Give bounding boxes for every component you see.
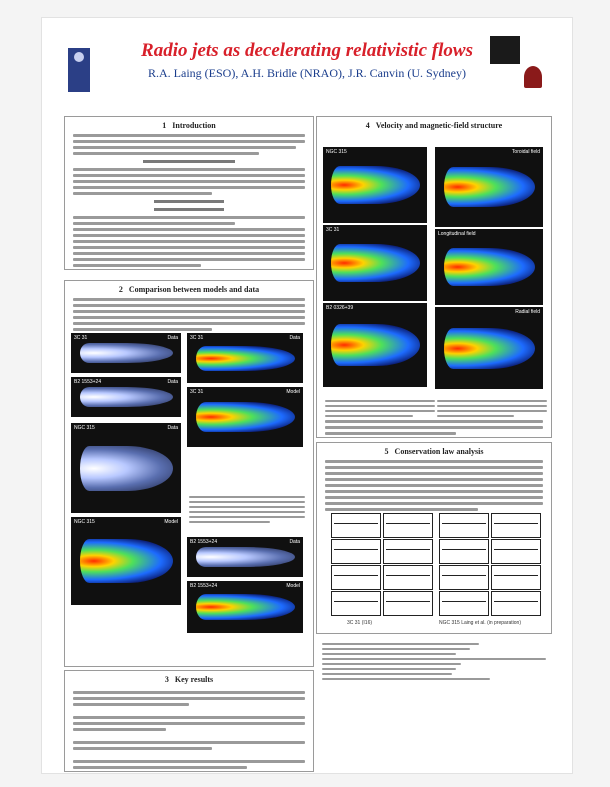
- conservation-left-caption: 3C 31 (I16): [347, 620, 373, 626]
- field-image: [435, 307, 543, 389]
- velocity-image: [323, 147, 427, 223]
- poster: [42, 18, 572, 773]
- section-number: 2: [118, 285, 123, 294]
- conservation-right-caption: NGC 315 Laing et al. (in preparation): [439, 620, 521, 626]
- image-source-label: NGC 315: [74, 425, 95, 431]
- field-image: [435, 147, 543, 227]
- comparison-image: [187, 537, 303, 577]
- equation: [143, 160, 236, 163]
- section-title: Key results: [174, 675, 214, 684]
- velocity-image: [323, 225, 427, 301]
- image-source-label: 3C 31: [74, 335, 88, 341]
- poster-header: [42, 18, 572, 98]
- references: [322, 640, 546, 683]
- section-text: [325, 417, 543, 438]
- comparison-image: [71, 377, 181, 417]
- field-label: Longitudinal field: [438, 231, 476, 237]
- image-kind-label: Data: [167, 379, 178, 385]
- equation: [154, 200, 224, 203]
- image-source-label: 3C 31: [190, 389, 204, 395]
- image-source-label: B2 0326+39: [326, 305, 354, 311]
- velocity-image: [323, 303, 427, 387]
- section-title: Introduction: [172, 121, 216, 130]
- image-source-label: NGC 315: [326, 149, 347, 155]
- key-results-list: [73, 688, 305, 772]
- comparison-image: [71, 333, 181, 373]
- equation: [154, 208, 224, 211]
- image-source-label: 3C 31: [326, 227, 340, 233]
- conservation-plots-ngc315: [439, 513, 541, 617]
- conservation-text: [325, 460, 543, 511]
- nrao-logo: [490, 36, 520, 64]
- poster-title: Radio jets as decelerating relativistic flows: [141, 40, 473, 61]
- section-introduction: [64, 116, 314, 270]
- section-title: Comparison between models and data: [128, 285, 260, 294]
- conservation-plots-3c31: [331, 513, 433, 617]
- image-kind-label: Data: [167, 335, 178, 341]
- image-source-label: B2 1553+24: [74, 379, 102, 385]
- figure-caption: [189, 493, 305, 526]
- image-kind-label: Model: [164, 519, 178, 525]
- image-source-label: NGC 315: [74, 519, 95, 525]
- section-title: Velocity and magnetic-field structure: [375, 121, 503, 130]
- image-source-label: B2 1553+24: [190, 583, 218, 589]
- comparison-image: [187, 333, 303, 383]
- section-number: 3: [164, 675, 169, 684]
- section-number: 1: [162, 121, 167, 130]
- sydney-crest-logo: [524, 66, 542, 88]
- section-number: 4: [365, 121, 370, 130]
- section-number: 5: [384, 447, 389, 456]
- image-source-label: B2 1553+24: [190, 539, 218, 545]
- image-kind-label: Data: [167, 425, 178, 431]
- section-title: Conservation law analysis: [394, 447, 484, 456]
- image-kind-label: Data: [289, 539, 300, 545]
- comparison-text: [73, 298, 305, 331]
- field-image: [435, 229, 543, 305]
- image-kind-label: Model: [286, 583, 300, 589]
- comparison-image: [187, 581, 303, 633]
- section-conservation: [316, 442, 552, 634]
- image-source-label: 3C 31: [190, 335, 204, 341]
- section-comparison: [64, 280, 314, 667]
- comparison-image: [71, 517, 181, 605]
- comparison-image: [71, 423, 181, 513]
- section-key-results: [64, 670, 314, 772]
- comparison-image: [187, 387, 303, 447]
- field-label: Toroidal field: [511, 149, 540, 155]
- poster-authors: R.A. Laing (ESO), A.H. Bridle (NRAO), J.R. Canvin (U. Sydney): [148, 66, 466, 80]
- image-kind-label: Data: [289, 335, 300, 341]
- image-kind-label: Model: [286, 389, 300, 395]
- intro-text: [73, 134, 305, 267]
- section-velocity-structure: [316, 116, 552, 438]
- field-label: Radial field: [515, 309, 540, 315]
